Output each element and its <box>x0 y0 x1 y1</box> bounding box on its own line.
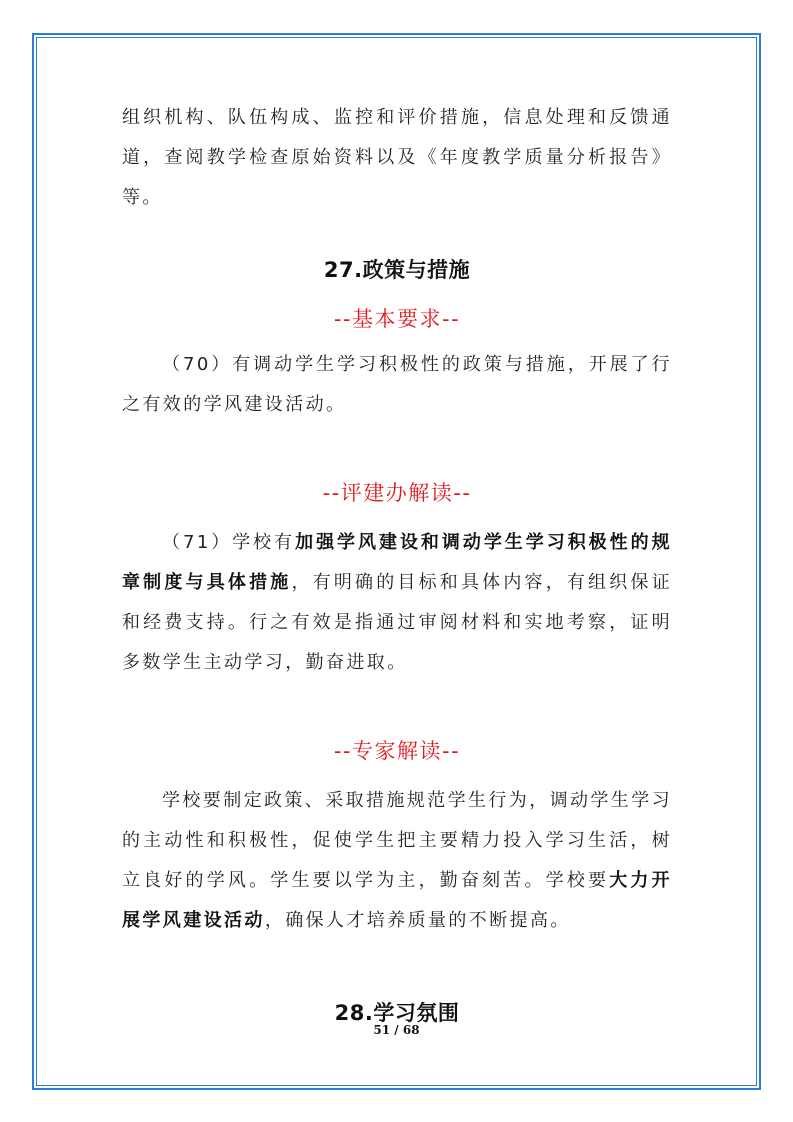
requirement-70-paragraph: （70）有调动学生学习积极性的政策与措施，开展了行之有效的学风建设活动。 <box>122 354 672 415</box>
section-27-heading: 27.政策与措施 <box>323 258 471 282</box>
interpretation-71-start: （71）学校有 <box>162 532 296 553</box>
expert-paragraph-start: 学校要制定政策、采取措施规范学生行为，调动学生学习的主动性和积极性，促使学生把主要精力投入学习生活，树立良好的学风。学生要以学为主，勤奋刻苦。学校要 <box>122 790 672 891</box>
interpretation-71-paragraph <box>122 523 672 683</box>
interpretation-71-emphasis: 加强学风建设和调动学生学习积极性的规章制度与具体措施 <box>122 532 672 593</box>
expert-interpretation-heading: --专家解读-- <box>333 739 461 763</box>
expert-paragraph-emphasis: 大力开展学风建设活动 <box>122 870 673 931</box>
section-28-heading: 28.学习氛围 <box>334 1001 460 1025</box>
interpretation-71-end: ，有明确的目标和具体内容，有组织保证和经费支持。行之有效是指通过审阅材料和实地考察，证明多数学生主动学习，勤奋进取。 <box>122 572 673 673</box>
office-interpretation-heading: --评建办解读-- <box>322 481 472 505</box>
page-content <box>122 98 672 1029</box>
basic-requirements-heading: --基本要求-- <box>333 307 461 331</box>
page-number: 51 / 68 <box>373 1023 420 1037</box>
expert-paragraph <box>122 781 672 941</box>
intro-paragraph: 组织机构、队伍构成、监控和评价措施，信息处理和反馈通道，查阅教学检查原始资料以及《年度教学质量分析报告》等。 <box>122 107 672 208</box>
expert-paragraph-end: ，确保人才培养质量的不断提高。 <box>264 910 571 931</box>
